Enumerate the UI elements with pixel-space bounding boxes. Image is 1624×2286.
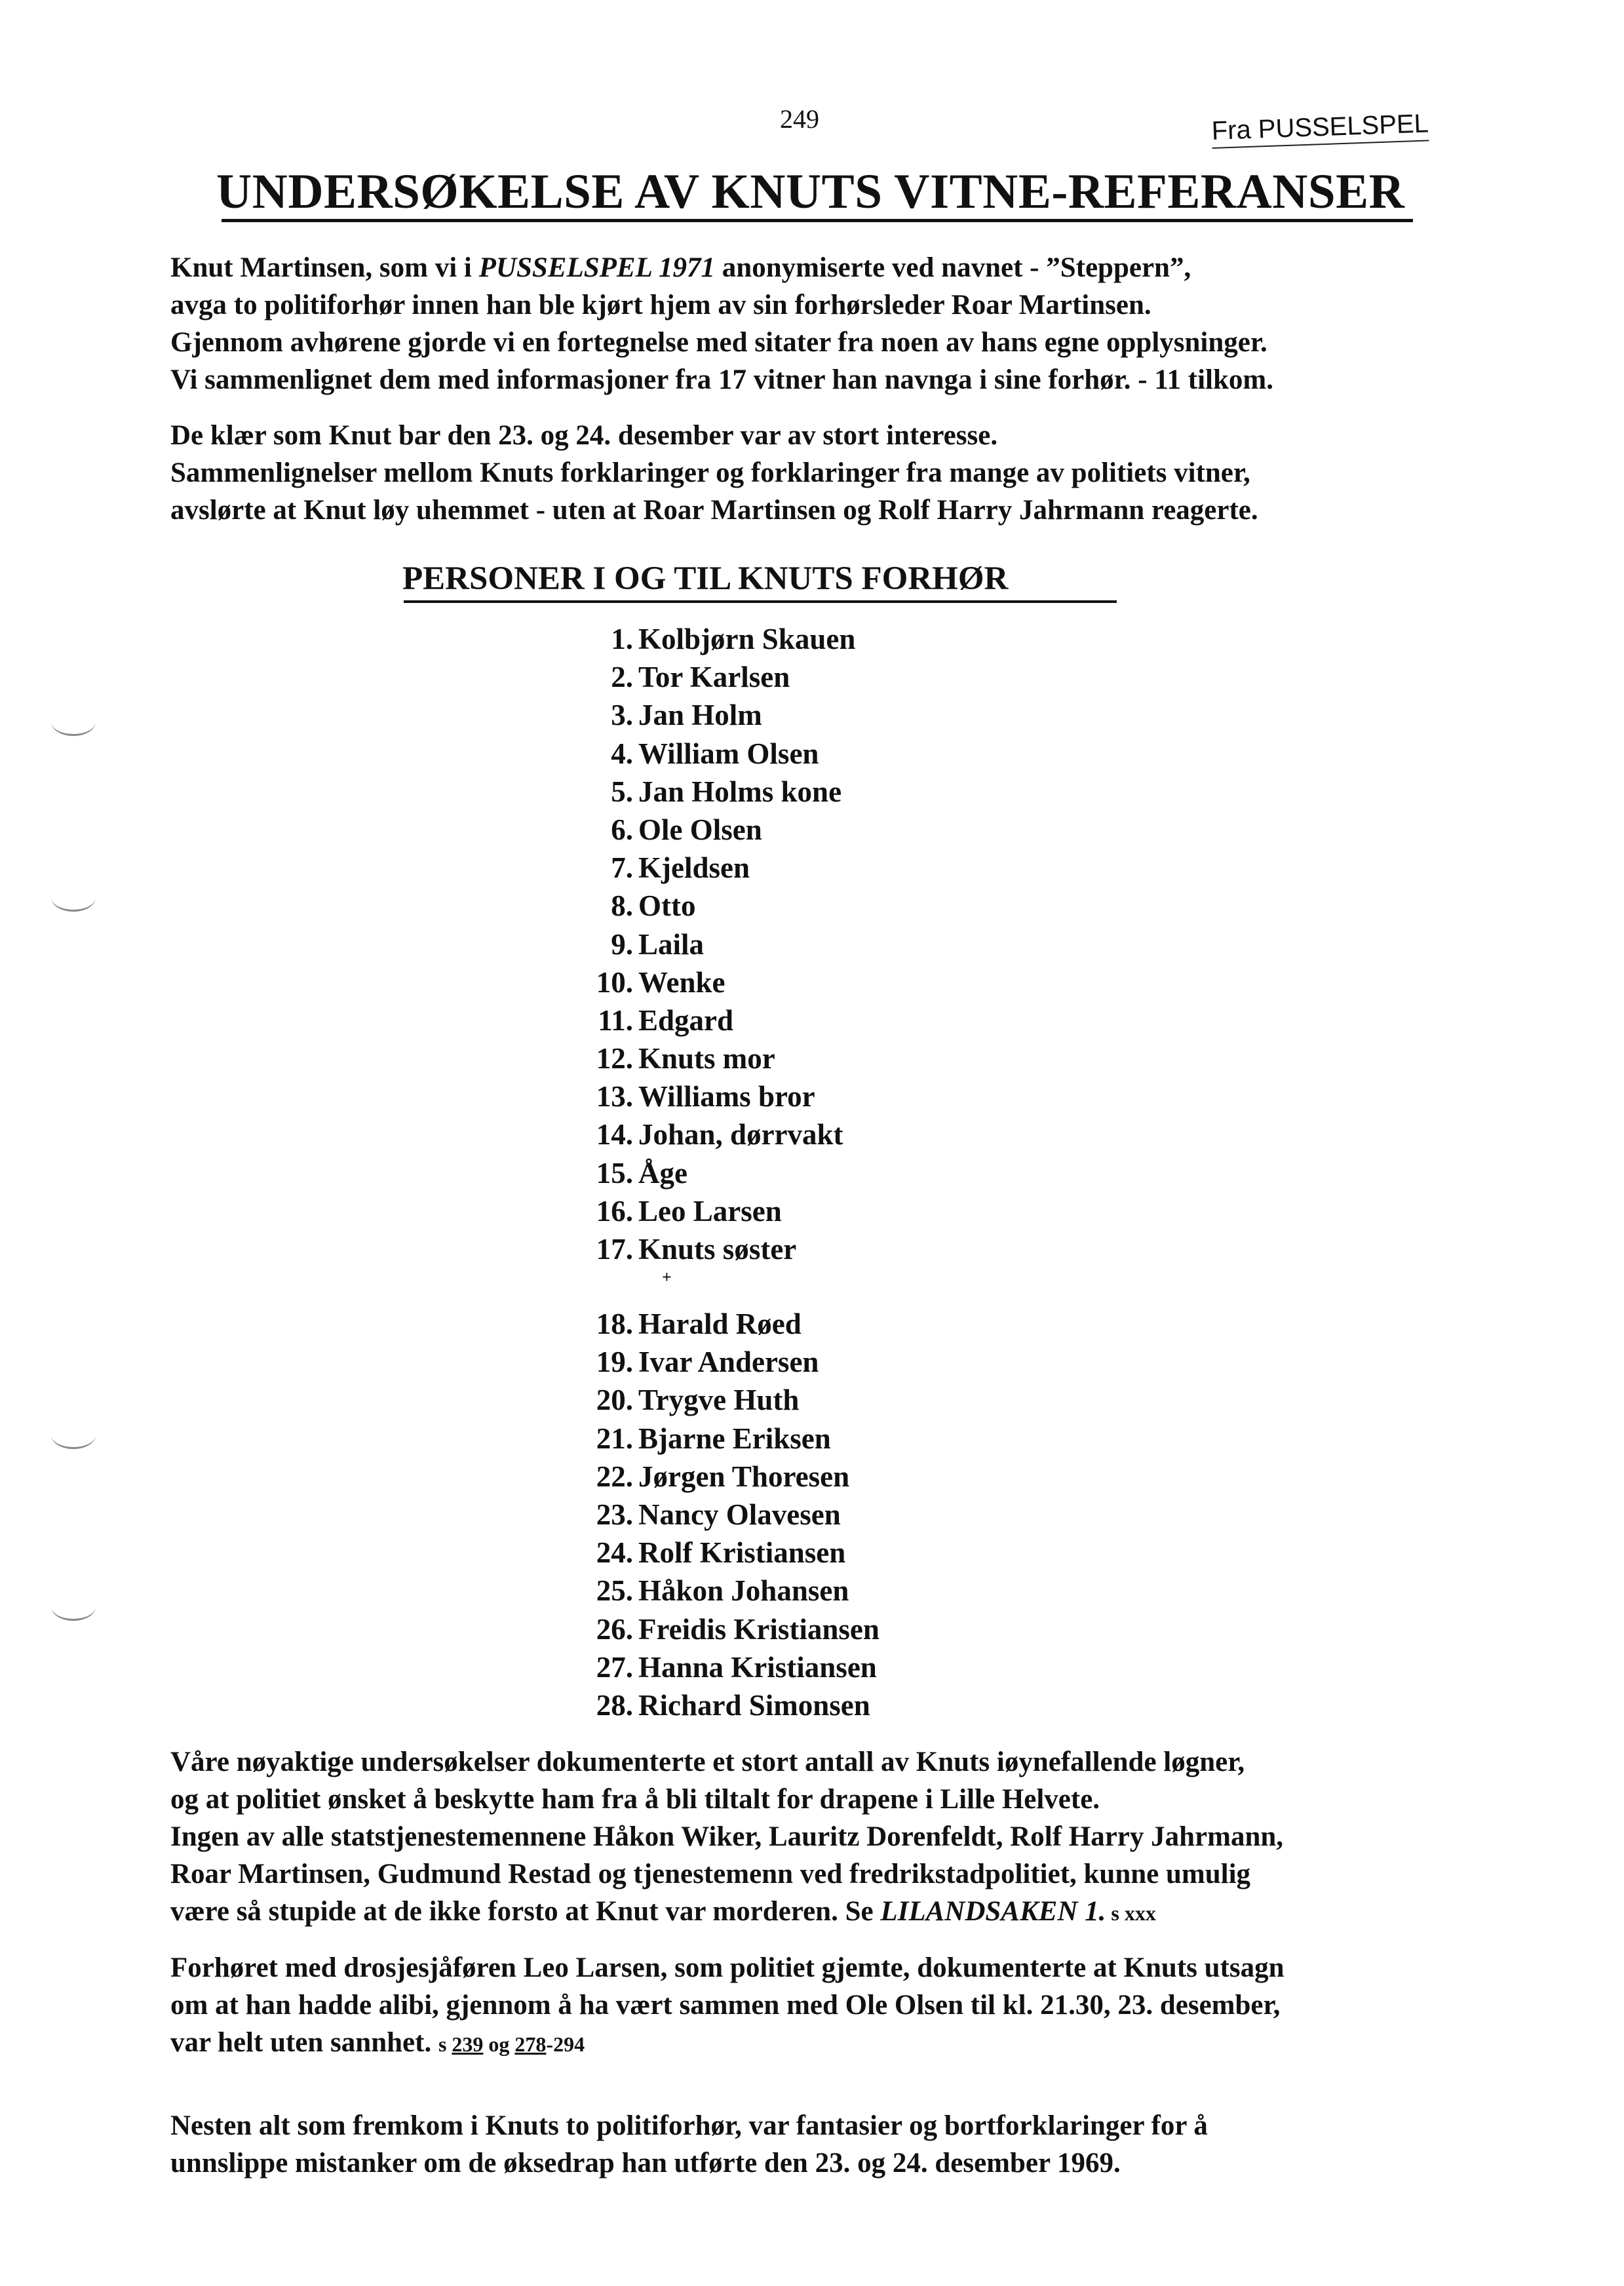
person-number: 23.: [596, 1498, 633, 1531]
person-name: Ole Olsen: [638, 813, 762, 846]
person-name: Nancy Olavesen: [638, 1498, 841, 1531]
person-name: Kjeldsen: [638, 851, 750, 885]
text-line: De klær som Knut bar den 23. og 24. desember var av stort interesse.: [170, 420, 998, 451]
person-name: Jan Holms kone: [638, 775, 842, 808]
person-name: Jørgen Thoresen: [638, 1460, 850, 1493]
text-span: være så stupide at de ikke forsto at Knut var morderen. Se: [170, 1896, 881, 1927]
person-number: 1.: [611, 623, 633, 655]
person-number: 26.: [596, 1612, 633, 1646]
person-list-item: [577, 887, 855, 925]
person-name: Jan Holm: [638, 699, 762, 732]
source-label: Fra PUSSELSPEL: [1211, 109, 1429, 149]
person-name: Rolf Kristiansen: [638, 1536, 846, 1570]
person-list-item: [577, 1610, 880, 1648]
text-line: [170, 1893, 1481, 1932]
person-list-item: [577, 925, 855, 963]
person-list-item: [577, 1496, 880, 1534]
person-number: 3.: [611, 699, 633, 732]
conclusion-paragraph-1: [170, 1743, 1481, 1932]
person-list-item: [577, 1343, 880, 1381]
ref-range-end: -294: [546, 2032, 585, 2056]
person-list-item: [577, 658, 855, 696]
person-list-added: [577, 1305, 880, 1724]
person-name: Richard Simonsen: [638, 1688, 870, 1722]
person-number: 13.: [596, 1080, 633, 1114]
person-name: Trygve Huth: [638, 1384, 800, 1417]
person-name: Laila: [638, 927, 705, 961]
person-list-item: [577, 1001, 855, 1039]
text-line: Gjennom avhørene gjorde vi en fortegnelse med sitater fra noen av hans egne opplysninger.: [170, 327, 1267, 358]
person-list-item: [577, 1154, 855, 1192]
person-name: Leo Larsen: [638, 1194, 782, 1228]
person-number: 11.: [598, 1003, 633, 1037]
person-number: 6.: [611, 813, 633, 846]
text-line: Nesten alt som fremkom i Knuts to politiforhør, var fantasier og bortforklaringer for å: [170, 2110, 1208, 2141]
text-line: og at politiet ønsket å beskytte ham fra å bli tiltalt for drapene i Lille Helvete.: [170, 1784, 1100, 1815]
list-separator-plus: +: [662, 1268, 672, 1287]
person-name: Otto: [638, 889, 696, 923]
binder-hole-mark: [51, 708, 96, 736]
person-list-item: [577, 1305, 880, 1343]
page-reference: [438, 2032, 585, 2056]
person-list-item: [577, 1534, 880, 1572]
ref-page-239: 239: [452, 2032, 484, 2056]
person-list-item: [577, 1572, 880, 1610]
text-line: [170, 2024, 1481, 2063]
person-name: Bjarne Eriksen: [638, 1422, 831, 1455]
book-title-ref: PUSSELSPEL 1971: [478, 252, 716, 283]
persons-heading: PERSONER I OG TIL KNUTS FORHØR: [402, 560, 1009, 597]
person-number: 19.: [596, 1346, 633, 1379]
person-list-item: [577, 1039, 855, 1077]
person-list-item: [577, 1686, 880, 1724]
ref-conjunction: og: [483, 2032, 515, 2056]
person-number: 25.: [596, 1574, 633, 1608]
person-number: 18.: [596, 1308, 633, 1340]
title-underline: [222, 219, 1413, 222]
person-number: 10.: [596, 965, 633, 999]
person-list-item: [577, 963, 855, 1001]
intro-paragraph-2: [170, 417, 1481, 529]
document-title: UNDERSØKELSE AV KNUTS VITNE-REFERANSER: [216, 165, 1405, 219]
person-list-witnesses: [577, 620, 855, 1268]
text-span: Knut Martinsen, som vi i: [170, 252, 479, 283]
person-name: William Olsen: [638, 737, 819, 770]
binder-hole-mark: [51, 883, 96, 912]
person-list-item: [577, 1115, 855, 1153]
person-name: Håkon Johansen: [638, 1574, 849, 1608]
person-name: Åge: [638, 1156, 687, 1190]
person-number: 20.: [596, 1384, 633, 1417]
person-list-item: [577, 1077, 855, 1115]
person-number: 12.: [596, 1042, 633, 1075]
person-number: 2.: [611, 661, 633, 694]
person-number: 4.: [611, 737, 633, 770]
person-name: Harald Røed: [638, 1308, 802, 1340]
person-number: 16.: [596, 1194, 633, 1228]
person-list-item: [577, 849, 855, 887]
person-name: Knuts mor: [638, 1042, 775, 1075]
text-line: Ingen av alle statstjenestemennene Håkon Wiker, Lauritz Dorenfeldt, Rolf Harry Jahrmann,: [170, 1821, 1284, 1852]
person-list-item: [577, 1420, 880, 1458]
text-line: [170, 249, 1481, 286]
person-list-item: [577, 735, 855, 773]
page-reference: s xxx: [1106, 1901, 1156, 1925]
person-list-item: [577, 620, 855, 658]
person-name: Freidis Kristiansen: [638, 1612, 880, 1646]
binder-hole-mark: [51, 1421, 96, 1449]
person-name: Tor Karlsen: [638, 661, 790, 694]
person-number: 8.: [611, 889, 633, 923]
person-list-item: [577, 696, 855, 734]
page-number: 249: [780, 104, 819, 134]
person-number: 5.: [611, 775, 633, 808]
person-number: 24.: [596, 1536, 633, 1570]
book-title-ref: LILANDSAKEN 1.: [880, 1896, 1106, 1927]
person-list-item: [577, 1192, 855, 1230]
person-name: Williams bror: [638, 1080, 815, 1114]
text-line: Våre nøyaktige undersøkelser dokumenterte et stort antall av Knuts iøynefallende løgner,: [170, 1747, 1245, 1777]
ref-prefix: s: [438, 2032, 452, 2056]
conclusion-paragraph-3: [170, 2107, 1481, 2182]
text-line: Vi sammenlignet dem med informasjoner fra 17 vitner han navnga i sine forhør. - 11 tilkom.: [170, 364, 1273, 395]
text-line: Sammenlignelser mellom Knuts forklaringer og forklaringer fra mange av politiets vitner,: [170, 457, 1250, 488]
person-name: Edgard: [638, 1003, 734, 1037]
text-line: unnslippe mistanker om de øksedrap han utførte den 23. og 24. desember 1969.: [170, 2148, 1121, 2179]
person-number: 27.: [596, 1650, 633, 1684]
text-line: Forhøret med drosjesjåføren Leo Larsen, som politiet gjemte, dokumenterte at Knuts utsagn: [170, 1952, 1285, 1983]
conclusion-paragraph-2: [170, 1949, 1481, 2063]
text-line: avga to politiforhør innen han ble kjørt hjem av sin forhørsleder Roar Martinsen.: [170, 290, 1151, 320]
person-number: 28.: [596, 1688, 633, 1722]
person-list-item: [577, 1458, 880, 1496]
person-number: 7.: [611, 851, 633, 885]
ref-page-278: 278: [514, 2032, 547, 2056]
binder-hole-mark: [51, 1593, 96, 1621]
person-name: Kolbjørn Skauen: [638, 623, 856, 655]
person-name: Johan, dørrvakt: [638, 1118, 843, 1152]
text-line: avslørte at Knut løy uhemmet - uten at Roar Martinsen og Rolf Harry Jahrmann reagerte.: [170, 495, 1258, 526]
person-list-item: [577, 811, 855, 849]
person-number: 15.: [596, 1156, 633, 1190]
person-name: Knuts søster: [638, 1233, 797, 1266]
person-name: Hanna Kristiansen: [638, 1650, 877, 1684]
person-number: 21.: [596, 1422, 633, 1455]
person-number: 17.: [596, 1233, 633, 1266]
persons-heading-underline: [404, 600, 1117, 603]
person-list-item: [577, 1381, 880, 1419]
text-line: om at han hadde alibi, gjennom å ha vært sammen med Ole Olsen til kl. 21.30, 23. desember,: [170, 1990, 1281, 2021]
text-span: anonymiserte ved navnet - ”Steppern”,: [715, 252, 1191, 283]
person-list-item: [577, 1648, 880, 1686]
person-name: Wenke: [638, 965, 725, 999]
person-number: 14.: [596, 1118, 633, 1152]
intro-paragraph-1: [170, 249, 1481, 398]
text-line: Roar Martinsen, Gudmund Restad og tjenestemenn ved fredrikstadpolitiet, kunne umulig: [170, 1859, 1251, 1889]
person-list-item: [577, 773, 855, 811]
text-span: var helt uten sannhet.: [170, 2027, 438, 2058]
person-list-item: [577, 1230, 855, 1268]
person-number: 9.: [611, 927, 633, 961]
person-name: Ivar Andersen: [638, 1346, 819, 1379]
person-number: 22.: [596, 1460, 633, 1493]
